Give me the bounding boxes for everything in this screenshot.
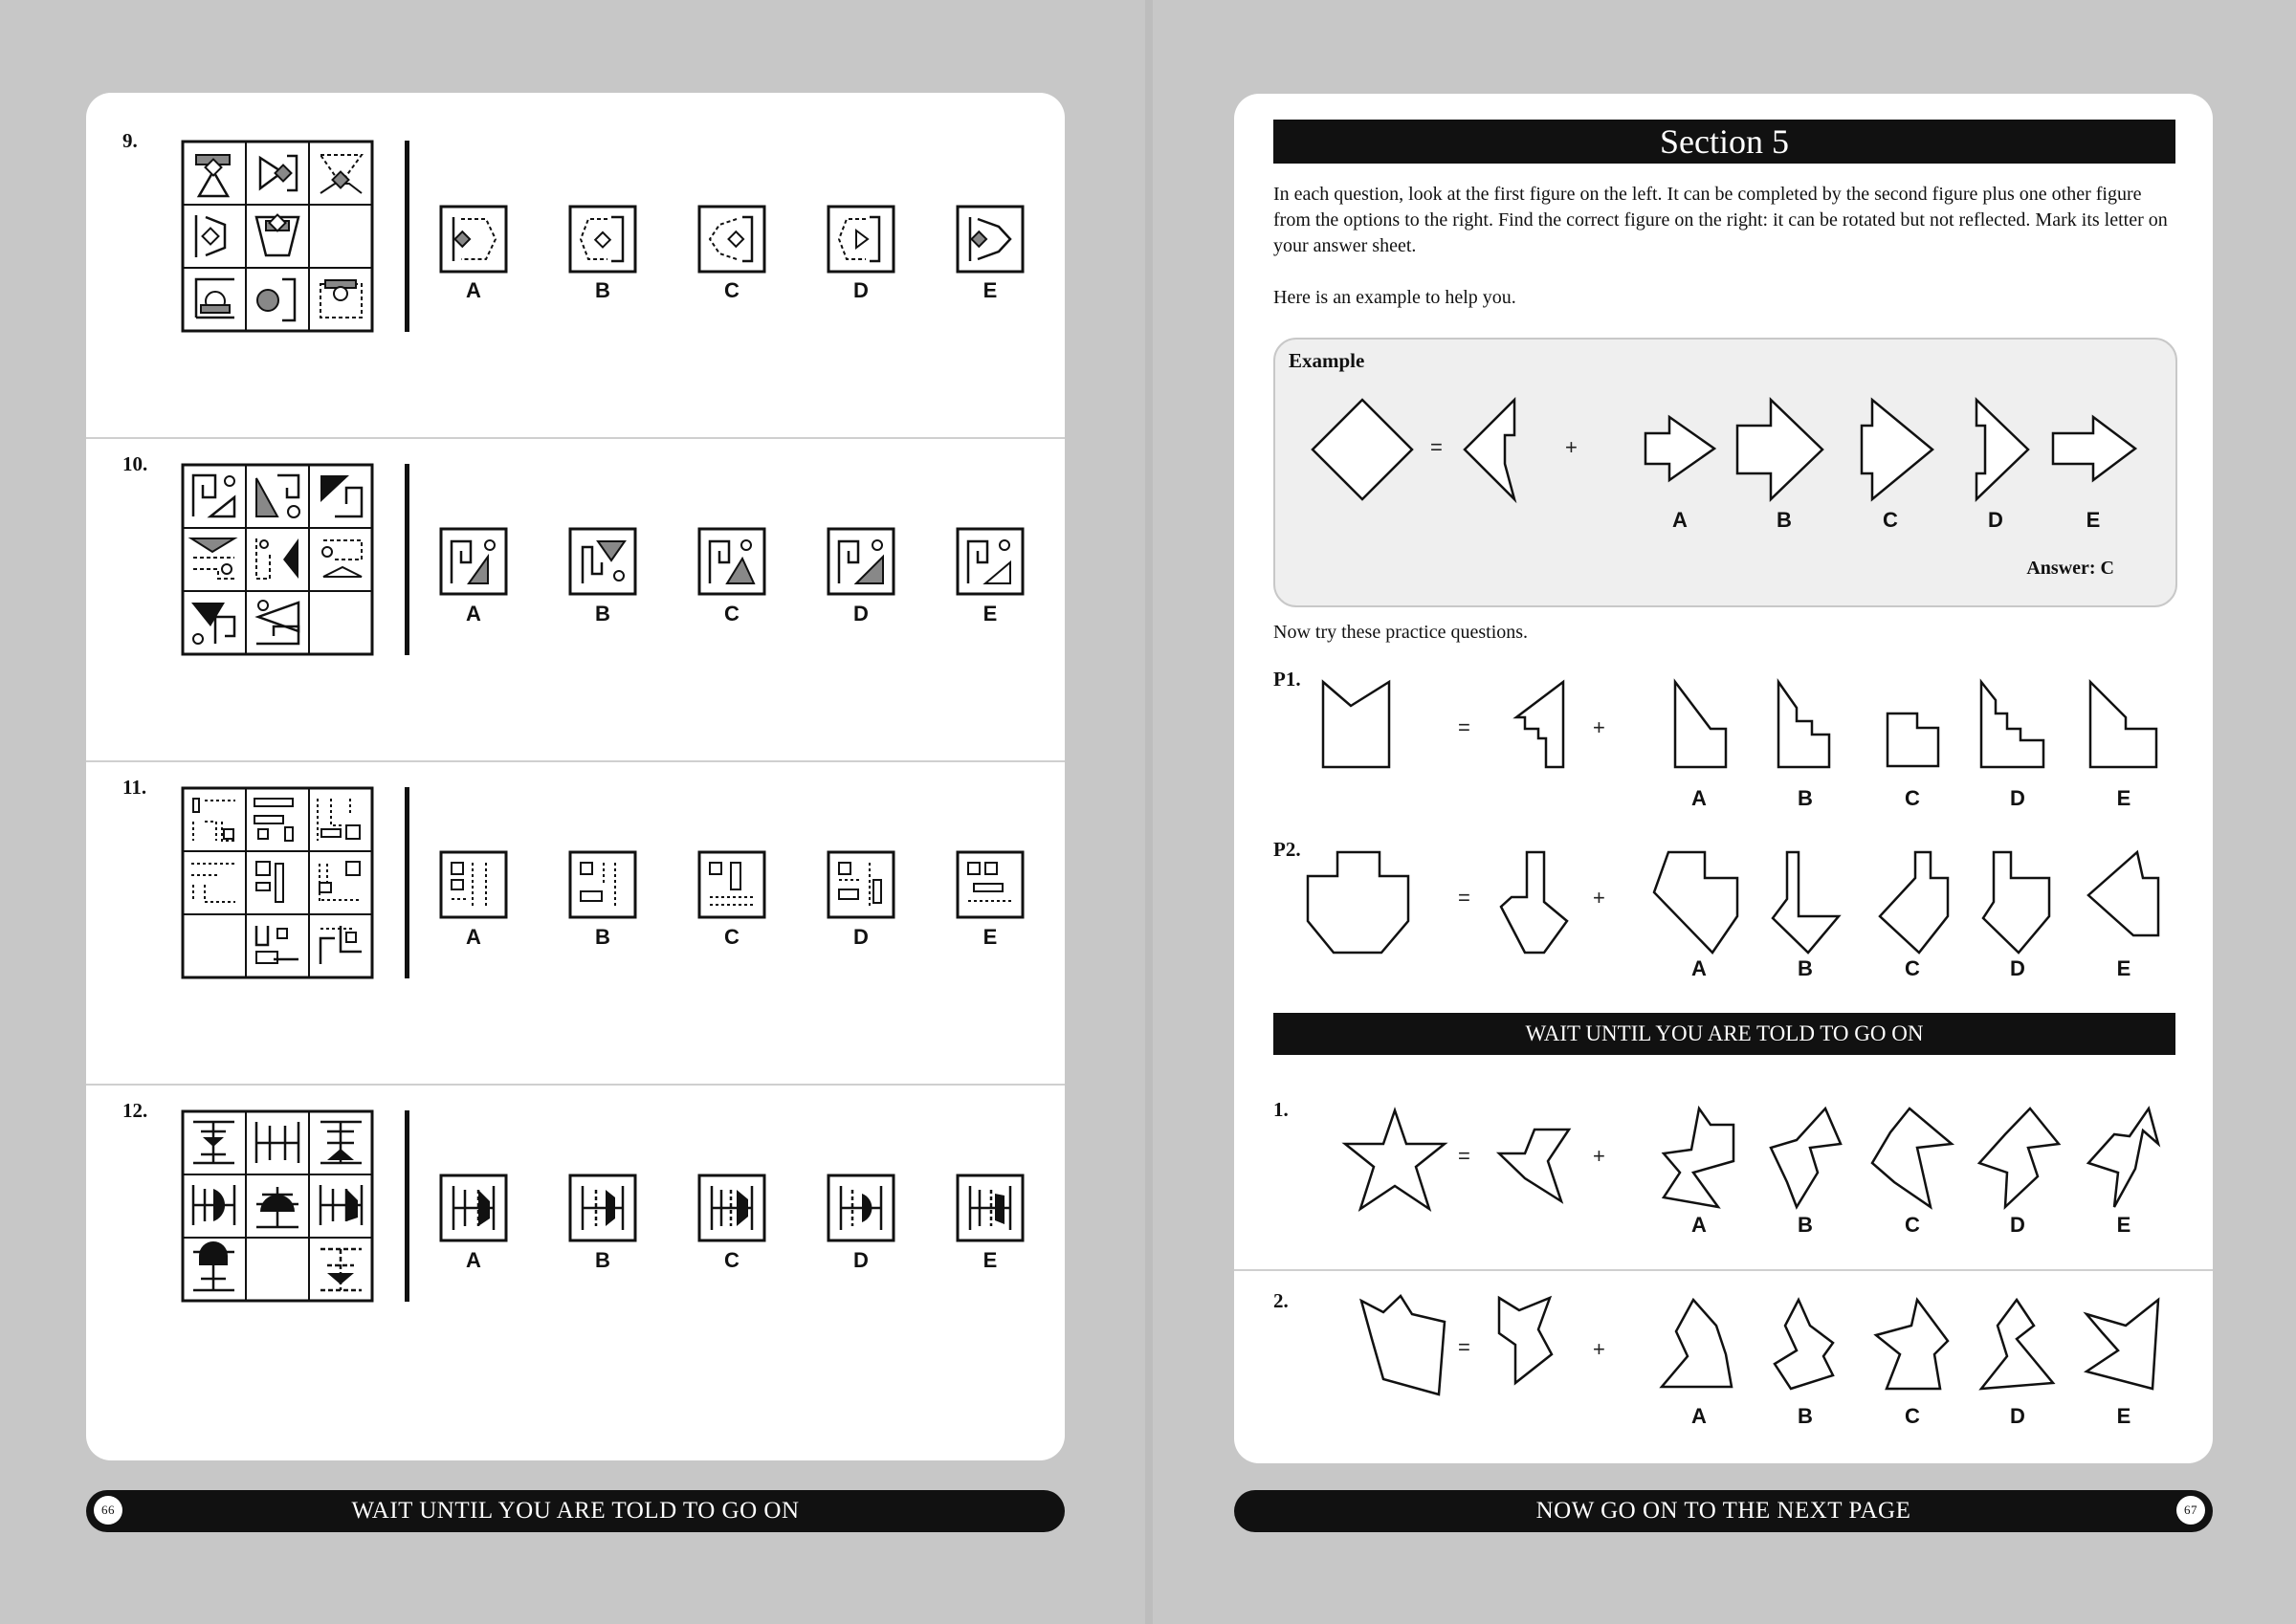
option-figure	[2086, 1106, 2162, 1211]
plus-sign: +	[1565, 435, 1578, 459]
page-footer	[86, 1490, 1065, 1532]
option-label: E	[982, 278, 998, 302]
option-label: A	[1691, 786, 1707, 810]
option-figure	[1770, 849, 1843, 956]
option-figure	[698, 851, 765, 918]
question-number: 1.	[1273, 1098, 1289, 1121]
example-answer: Answer: C	[2026, 558, 2114, 579]
target-shape	[1310, 397, 1415, 502]
option-label: B	[595, 278, 610, 302]
option-figure	[957, 851, 1024, 918]
option-figure	[1873, 1297, 1954, 1393]
option-figure	[698, 1174, 765, 1241]
option-figure	[1974, 397, 2031, 502]
option-label: A	[466, 278, 481, 302]
option-label: E	[2116, 786, 2131, 810]
option-label: E	[982, 602, 998, 625]
question-number: 10.	[122, 452, 148, 475]
option-label: A	[466, 1248, 481, 1272]
matrix-grid	[182, 787, 373, 978]
question-number: 12.	[122, 1099, 148, 1122]
option-figure	[957, 206, 1024, 273]
option-label: B	[1777, 508, 1792, 532]
option-label: C	[1883, 508, 1898, 532]
option-label: C	[1905, 956, 1920, 980]
option-label: A	[466, 602, 481, 625]
question-number: P1.	[1273, 668, 1301, 691]
option-figure	[440, 851, 507, 918]
plus-sign: +	[1593, 1337, 1605, 1361]
option-figure	[828, 206, 894, 273]
option-label: B	[1798, 1404, 1813, 1428]
option-figure	[1976, 1106, 2063, 1211]
target-shape	[1358, 1293, 1448, 1400]
option-label: C	[1905, 786, 1920, 810]
option-figure	[1980, 849, 2053, 956]
option-figure	[957, 528, 1024, 595]
divider-bar	[405, 141, 409, 332]
question-number: P2.	[1273, 838, 1301, 861]
given-piece	[1498, 849, 1571, 956]
footer-text: NOW GO ON TO THE NEXT PAGE	[1535, 1498, 1911, 1524]
option-label: A	[1672, 508, 1688, 532]
option-figure	[440, 1174, 507, 1241]
option-figure	[1978, 1297, 2057, 1393]
plus-sign: +	[1593, 886, 1605, 910]
option-figure	[1734, 397, 1825, 502]
wait-banner: WAIT UNTIL YOU ARE TOLD TO GO ON	[1273, 1013, 2175, 1055]
matrix-grid	[182, 464, 373, 655]
option-figure	[2084, 1297, 2162, 1393]
section-separator	[86, 1084, 1065, 1086]
option-figure	[1859, 397, 1935, 502]
option-figure	[569, 851, 636, 918]
option-figure	[2086, 849, 2162, 956]
example-box	[1273, 338, 2177, 607]
page-number: 66	[94, 1496, 122, 1525]
option-figure	[1659, 1297, 1737, 1393]
option-figure	[1776, 679, 1835, 771]
option-label: E	[2116, 1404, 2131, 1428]
option-figure	[828, 1174, 894, 1241]
option-label: D	[2010, 1213, 2025, 1237]
plus-sign: +	[1593, 715, 1605, 739]
divider-bar	[405, 464, 409, 655]
given-piece	[1496, 1127, 1573, 1203]
option-figure	[569, 206, 636, 273]
option-figure	[569, 1174, 636, 1241]
option-figure	[828, 851, 894, 918]
option-label: E	[2086, 508, 2101, 532]
book-gutter	[1145, 0, 1153, 1624]
equals-sign: =	[1458, 1335, 1470, 1359]
option-label: A	[1691, 1404, 1707, 1428]
option-figure	[1651, 849, 1741, 956]
given-piece	[1513, 679, 1571, 771]
page-number: 67	[2176, 1496, 2205, 1525]
option-label: A	[1691, 1213, 1707, 1237]
equals-sign: =	[1458, 886, 1470, 910]
option-figure	[440, 528, 507, 595]
question-number: 11.	[122, 776, 147, 799]
equals-sign: =	[1458, 1144, 1470, 1168]
right-page	[1234, 94, 2213, 1463]
option-label: B	[1798, 786, 1813, 810]
question-number: 2.	[1273, 1289, 1289, 1312]
page-footer	[1234, 1490, 2213, 1532]
divider-bar	[405, 787, 409, 978]
plus-sign: +	[1593, 1144, 1605, 1168]
option-label: E	[2116, 1213, 2131, 1237]
left-page	[86, 93, 1065, 1460]
option-figure	[2087, 679, 2162, 771]
option-label: E	[2116, 956, 2131, 980]
option-figure	[1772, 1297, 1839, 1393]
option-figure	[2050, 414, 2138, 483]
given-piece	[1496, 1295, 1556, 1387]
option-figure	[440, 206, 507, 273]
option-figure	[957, 1174, 1024, 1241]
option-label: C	[724, 1248, 740, 1272]
matrix-grid	[182, 1110, 373, 1302]
option-label: C	[724, 278, 740, 302]
option-figure	[1768, 1106, 1846, 1211]
target-shape	[1305, 849, 1412, 956]
option-label: C	[724, 602, 740, 625]
option-label: D	[1988, 508, 2003, 532]
option-figure	[698, 206, 765, 273]
question-number: 9.	[122, 129, 138, 152]
equals-sign: =	[1430, 435, 1443, 459]
option-figure	[1661, 1106, 1739, 1211]
option-figure	[569, 528, 636, 595]
option-figure	[828, 528, 894, 595]
option-figure	[1885, 711, 1942, 770]
section-separator	[86, 760, 1065, 762]
option-label: B	[1798, 1213, 1813, 1237]
option-figure	[1978, 679, 2047, 771]
option-label: C	[1905, 1404, 1920, 1428]
option-label: C	[724, 925, 740, 949]
target-shape	[1320, 679, 1397, 771]
option-figure	[1643, 414, 1717, 483]
option-figure	[698, 528, 765, 595]
matrix-grid	[182, 141, 373, 332]
option-label: D	[2010, 1404, 2025, 1428]
given-piece	[1462, 397, 1529, 502]
option-label: D	[853, 925, 869, 949]
example-label: Example	[1289, 349, 1365, 372]
option-label: A	[1691, 956, 1707, 980]
target-shape	[1341, 1108, 1448, 1215]
option-figure	[1672, 679, 1732, 771]
option-label: B	[595, 925, 610, 949]
option-label: D	[853, 278, 869, 302]
section-separator	[1234, 1269, 2213, 1271]
option-figure	[1869, 1106, 1955, 1211]
practice-intro: Now try these practice questions.	[1273, 622, 1529, 643]
option-label: B	[595, 1248, 610, 1272]
option-label: A	[466, 925, 481, 949]
section-separator	[86, 437, 1065, 439]
section-title: Section 5	[1273, 120, 2175, 164]
option-label: B	[595, 602, 610, 625]
divider-bar	[405, 1110, 409, 1302]
option-label: B	[1798, 956, 1813, 980]
option-label: C	[1905, 1213, 1920, 1237]
option-label: D	[853, 602, 869, 625]
option-label: E	[982, 925, 998, 949]
example-intro: Here is an example to help you.	[1273, 287, 1516, 308]
option-figure	[1877, 849, 1954, 956]
instructions-text: In each question, look at the first figure on the left. It can be completed by the second figure plus one other figure from the options to the right. Find the correct figure on the right: it can be rotated but not reflected. Mark its letter on your answer sheet.	[1273, 184, 2168, 256]
option-label: E	[982, 1248, 998, 1272]
option-label: D	[2010, 786, 2025, 810]
equals-sign: =	[1458, 715, 1470, 739]
footer-text: WAIT UNTIL YOU ARE TOLD TO GO ON	[351, 1498, 800, 1524]
option-label: D	[853, 1248, 869, 1272]
option-label: D	[2010, 956, 2025, 980]
